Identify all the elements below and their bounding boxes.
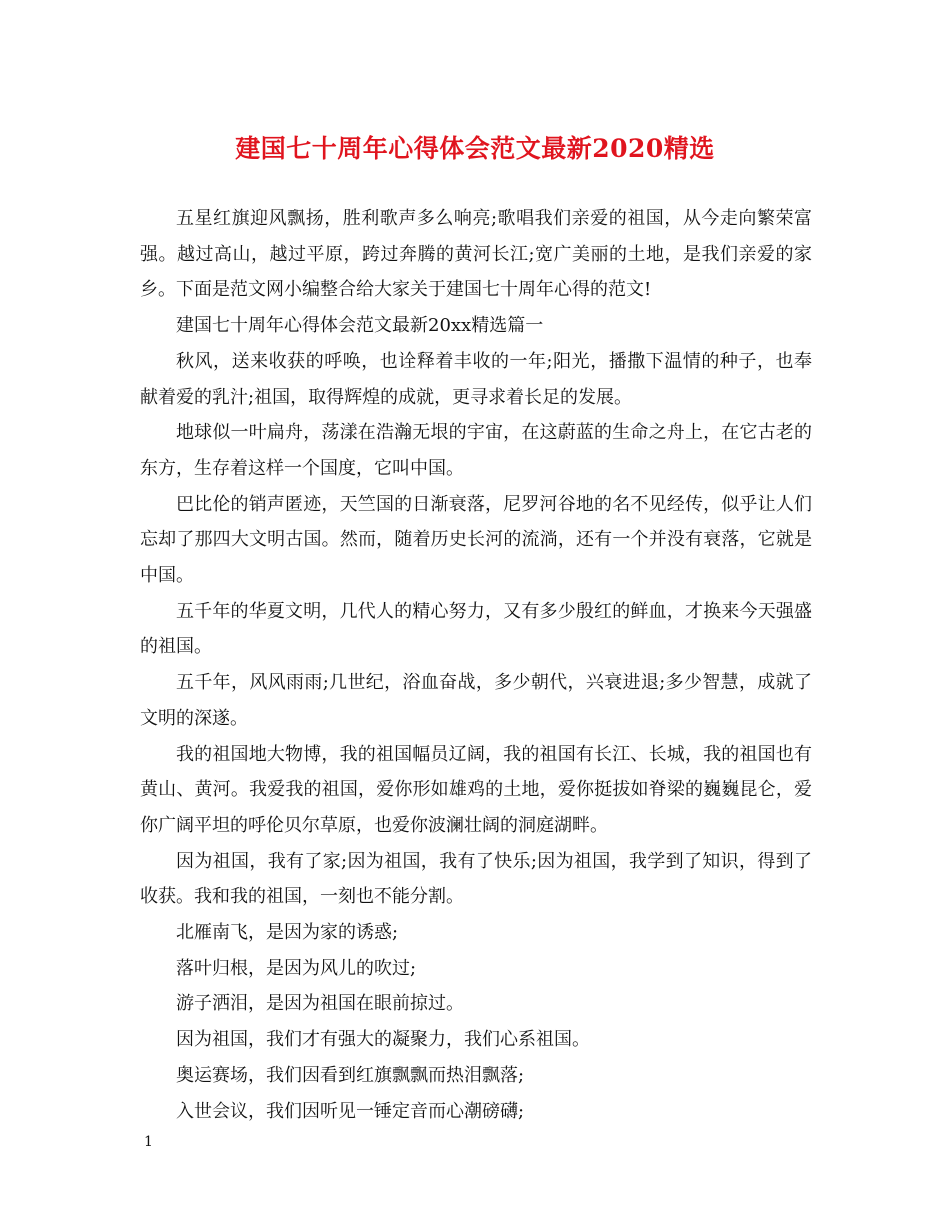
paragraph: 游子洒泪，是因为祖国在眼前掠过。 bbox=[176, 993, 464, 1015]
paragraph: 奥运赛场，我们因看到红旗飘飘而热泪飘落; bbox=[176, 1064, 525, 1086]
paragraph: 落叶归根，是因为风儿的吹过; bbox=[176, 957, 417, 979]
paragraph: 地球似一叶扁舟，荡漾在浩瀚无垠的宇宙，在这蔚蓝的生命之舟上，在它古老的东方，生存着这样一个国度，它叫中国。 bbox=[140, 422, 812, 479]
paragraph: 因为祖国，我有了家;因为祖国，我有了快乐;因为祖国，我学到了知识，得到了收获。我和我的祖国，一刻也不能分割。 bbox=[140, 850, 812, 908]
paragraph: 五千年的华夏文明，几代人的精心努力，又有多少殷红的鲜血，才换来今天强盛的祖国。 bbox=[140, 600, 812, 658]
page-number: 1 bbox=[144, 1134, 153, 1150]
document-title: 建国七十周年心得体会范文最新2020精选 bbox=[235, 134, 715, 163]
paragraph: 我的祖国地大物博，我的祖国幅员辽阔，我的祖国有长江、长城，我的祖国也有黄山、黄河。我爱我的祖国，爱你形如雄鸡的土地，爱你挺拔如脊梁的巍巍昆仑，爱你广阔平坦的呼伦贝尔草原，也爱你波澜壮阔的洞庭湖畔。 bbox=[140, 743, 812, 836]
paragraph: 北雁南飞，是因为家的诱惑; bbox=[176, 922, 399, 944]
paragraph: 因为祖国，我们才有强大的凝聚力，我们心系祖国。 bbox=[176, 1029, 590, 1051]
paragraph: 五星红旗迎风飘扬，胜利歌声多么响亮;歌唱我们亲爱的祖国，从今走向繁荣富强。越过高山，越过平原，跨过奔腾的黄河长江;宽广美丽的土地，是我们亲爱的家乡。下面是范文网小编整合给大家关于建国七十周年心得的范文! bbox=[140, 208, 812, 301]
paragraph: 入世会议，我们因听见一锤定音而心潮磅礴; bbox=[176, 1100, 525, 1122]
paragraph: 秋风，送来收获的呼唤，也诠释着丰收的一年;阳光，播撒下温情的种子，也奉献着爱的乳汁;祖国，取得辉煌的成就，更寻求着长足的发展。 bbox=[140, 350, 812, 408]
document-body bbox=[140, 201, 812, 1129]
paragraph: 建国七十周年心得体会范文最新20xx精选篇一 bbox=[176, 315, 544, 337]
paragraph: 巴比伦的销声匿迹，天竺国的日渐衰落，尼罗河谷地的名不见经传，似乎让人们忘却了那四大文明古国。然而，随着历史长河的流淌，还有一个并没有衰落，它就是中国。 bbox=[140, 493, 812, 587]
paragraph: 五千年，风风雨雨;几世纪，浴血奋战，多少朝代，兴衰进退;多少智慧，成就了文明的深遂。 bbox=[140, 672, 812, 729]
